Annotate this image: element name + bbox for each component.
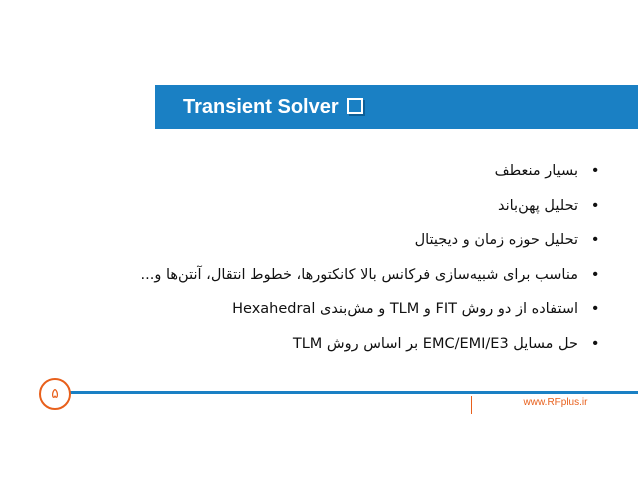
bullet-list: [98, 154, 598, 361]
page-number: ۵: [39, 378, 71, 410]
slide-title-wrap: [183, 90, 363, 124]
slide-title: Transient Solver: [183, 96, 339, 118]
bullet-item: • حل مسایل EMC/EMI/E3 بر اساس روش TLM: [98, 327, 598, 362]
footer-url[interactable]: www.RFplus.ir: [523, 397, 588, 408]
checkbox-square-icon: [347, 98, 363, 114]
bullet-item: • تحلیل پهن‌باند: [98, 189, 598, 224]
bullet-item: • مناسب برای شبیه‌سازی فرکانس بالا کانکتورها، خطوط انتقال، آنتن‌ها و...: [98, 258, 598, 293]
footer-divider: [70, 391, 638, 394]
bullet-item: • تحلیل حوزه زمان و دیجیتال: [98, 223, 598, 258]
bullet-item: • بسیار منعطف: [98, 154, 598, 189]
bullet-item: • استفاده از دو روش FIT و TLM و مش‌بندی Hexahedral: [98, 292, 598, 327]
footer-url-box: [471, 396, 638, 414]
